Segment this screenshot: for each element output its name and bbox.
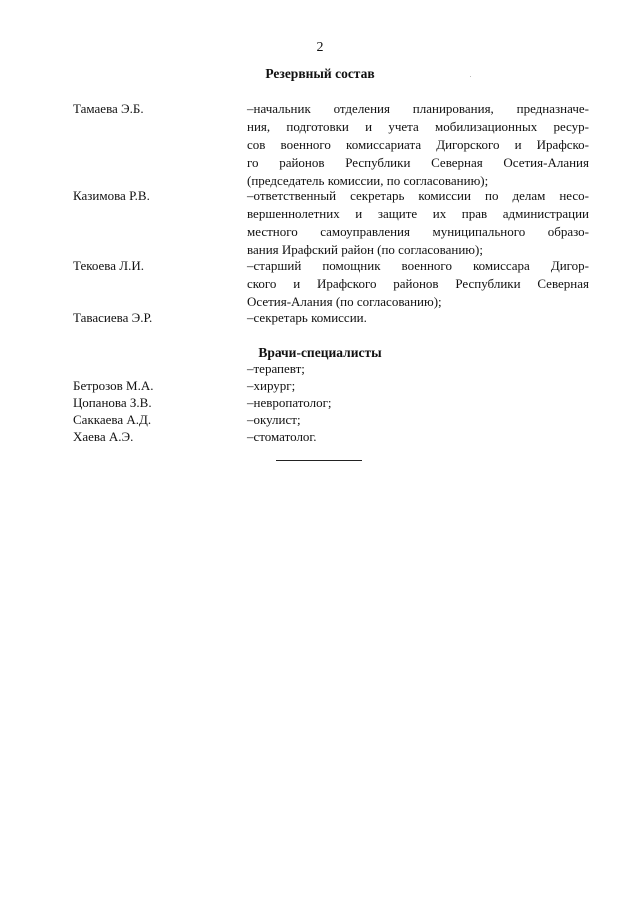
member-name: Казимова Р.В. [73, 188, 150, 203]
role-line: Осетия-Алания (по согласованию); [247, 294, 442, 309]
specialist-role: –терапевт; [247, 361, 305, 376]
specialist-name: Цопанова З.В. [73, 395, 152, 410]
role-line: –старший помощник военного комиссара Дигор- [247, 258, 589, 273]
role-line: –начальник отделения планирования, предназначе- [247, 101, 589, 116]
end-rule [276, 460, 362, 461]
role-line: сов военного комиссариата Дигорского и Ирафско- [247, 137, 589, 152]
role-line: (председатель комиссии, по согласованию); [247, 173, 489, 188]
role-line: ния, подготовки и учета мобилизационных ресур- [247, 119, 589, 134]
role-line: –секретарь комиссии. [247, 310, 367, 325]
specialist-name: Саккаева А.Д. [73, 412, 152, 427]
reserve-heading: Резервный состав [265, 66, 375, 81]
specialist-name: Хаева А.Э. [73, 429, 134, 444]
specialist-role: –стоматолог. [247, 429, 317, 444]
member-name: Текоева Л.И. [73, 258, 144, 273]
specialist-name: Бетрозов М.А. [73, 378, 154, 393]
specialist-role: –окулист; [247, 412, 301, 427]
role-line: местного самоуправления муниципального образо- [247, 224, 589, 239]
member-role [247, 257, 589, 311]
specialist-role: –хирург; [247, 378, 296, 393]
role-line: –ответственный секретарь комиссии по делам несо- [247, 188, 589, 203]
role-line: вершеннолетних и защите их прав администрации [247, 206, 589, 221]
member-role [247, 100, 589, 190]
specialist-role: –невропатолог; [247, 395, 332, 410]
role-line: го районов Республики Северная Осетия-Алания [247, 155, 589, 170]
role-line: ского и Ирафского районов Республики Северная [247, 276, 589, 291]
member-role [247, 309, 589, 327]
specialists-heading: Врачи-специалисты [258, 345, 382, 360]
member-name: Тамаева Э.Б. [73, 101, 144, 116]
scan-speck [470, 76, 471, 77]
page-number: 2 [316, 40, 324, 55]
role-line: вания Ирафский район (по согласованию); [247, 242, 483, 257]
member-name: Тавасиева Э.Р. [73, 310, 153, 325]
member-role [247, 187, 589, 259]
